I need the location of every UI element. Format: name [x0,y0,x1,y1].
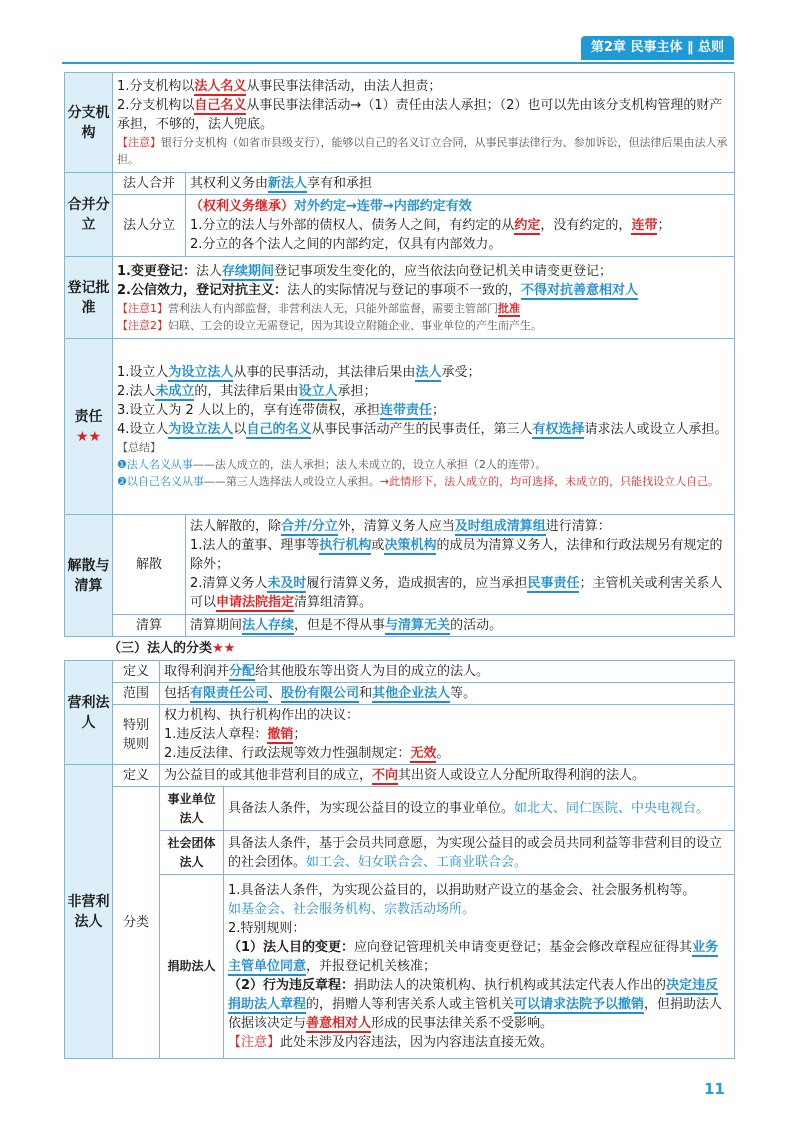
side-label: 登记批准 [65,257,113,339]
row-donation [65,875,735,1059]
row-dissolve [65,515,735,615]
page-number: 11 [704,1080,725,1098]
row-liquidation [65,615,735,637]
cell-content: 法人解散的，除合并/分立外，清算义务人应当及时组成清算组进行清算： 1.法人的董事、理事等执行机构或决策机构的成员为清算义务人，法律和行政法规另有规定的除外； 2.清算义务人未及时履行清算义务，造成损害的，应当承担民事责任；主管机关或利害关系人可以申请法院指定清算组清算。 [186,515,735,615]
row-merge [65,173,735,195]
sub-label: 定义 [113,661,160,683]
cell-content: 清算期间法人存续，但是不得从事与清算无关的活动。 [186,615,735,637]
sub-label: 范围 [113,683,160,705]
cell-content: 具备法人条件，基于会员共同意愿，为实现公益目的或会员共同利益等非营利目的设立的社会团体。如工会、妇女联合会、工商业联合会。 [224,831,735,875]
cell-content: 包括有限责任公司、股份有限公司和其他企业法人等。 [160,683,735,705]
cell-content: 为公益目的或其他非营利目的成立，不向其出资人或设立人分配所取得利润的法人。 [160,765,735,787]
side-label: 非营利法人 [65,765,113,1059]
sub-label: 事业单位法人 [160,787,224,831]
side-label: 营利法人 [65,661,113,765]
cell-content: （权利义务继承）对外约定→连带→内部约定有效 1.分立的法人与外部的债权人、债务人之间，有约定的从约定，没有约定的，连带； 2.分立的各个法人之间的内部约定，仅具有内部效力。 [186,195,735,257]
cell-content: 其权利义务由新法人享有和承担 [186,173,735,195]
sub-label: 清算 [113,615,186,637]
row-split [65,195,735,257]
sub-label: 法人合并 [113,173,186,195]
side-label: 合并分立 [65,173,113,257]
sub-label: 法人分立 [113,195,186,257]
page-header [0,36,800,64]
cell-content: 具备法人条件，为实现公益目的设立的事业单位。如北大、同仁医院、中央电视台。 [224,787,735,831]
row-social [65,831,735,875]
cell-content: 取得利润并分配给其他股东等出资人为目的成立的法人。 [160,661,735,683]
sub-label: 分类 [113,787,160,1059]
sub-label: 捐助法人 [160,875,224,1059]
row-institution [65,787,735,831]
side-label: 分支机构 [65,73,113,173]
side-label: 责任 ★★ [65,339,113,515]
cell-content: 1.设立人为设立法人从事的民事活动，其法律后果由法人承受； 2.法人未成立的，其法律后果由设立人承担； 3.设立人为 2 人以上的，享有连带债权，承担连带责任； 4.设立人为设立法人以自己的名义从事民事活动产生的民事责任，第三人有权选择请求法人或设立人承担。 【总结】 ❶法人名义从事——法人成立的，法人承担；法人未成立的，设立人承担（2人的连带）。 ❷以自己名义从事——第三人选择法人或设立人承担。→此情形下，法人成立的，均可选择，未成立的，只能找设立人自己。 [113,339,735,515]
section-title: （三）法人的分类★★ [108,641,236,656]
row-profit-rules [65,705,735,765]
row-profit-scope [65,683,735,705]
chapter-tab: 第2章 民事主体 ‖ 总则 [581,36,734,60]
cell-content: 1.具备法人条件，为实现公益目的，以捐助财产设立的基金会、社会服务机构等。 如基金会、社会服务机构、宗教活动场所。 2.特别规则： （1）法人目的变更：应向登记管理机关申请变更登记；基金会修改章程应征得其业务主管单位同意，并报登记机关核准； （2）行为违反章程：捐助法人的决策机构、执行机构或其法定代表人作出的决定违反捐助法人章程的，捐赠人等利害关系人或主管机关可以请求法院予以撤销，但捐助法人依据该决定与善意相对人形成的民事法律关系不受影响。 【注意】此处未涉及内容违法，因为内容违法直接无效。 [224,875,735,1059]
entity-rules-table [64,72,735,637]
cell-content: 1.变更登记：法人存续期间登记事项发生变化的，应当依法向登记机关申请变更登记； 2.公信效力，登记对抗主义：法人的实际情况与登记的事项不一致的，不得对抗善意相对人 【注意1】营利法人有内部监督，非营利法人无，只能外部监督，需要主管部门批准 【注意2】妇联、工会的设立无需登记，因为其设立附随企业、事业单位的产生而产生。 [113,257,735,339]
row-profit-def [65,661,735,683]
row-register [65,257,735,339]
sub-label: 定义 [113,765,160,787]
sub-label: 解散 [113,515,186,615]
cell-content: 1.分支机构以法人名义从事民事法律活动，由法人担责； 2.分支机构以自己名义从事民事法律活动→（1）责任由法人承担；（2）也可以先由该分支机构管理的财产承担，不够的，法人兜底。 【注意】银行分支机构（如省市县级支行），能够以自己的名义订立合同，从事民事法律行为、参加诉讼，但法律后果由法人承担。 [113,73,735,173]
row-nonprofit-def [65,765,735,787]
sub-label: 特别规则 [113,705,160,765]
row-branch [65,73,735,173]
classification-table [64,660,735,1059]
side-label: 解散与清算 [65,515,113,637]
row-liability [65,339,735,515]
cell-content: 权力机构、执行机构作出的决议： 1.违反法人章程：撤销； 2.违反法律、行政法规等效力性强制规定：无效。 [160,705,735,765]
sub-label: 社会团体法人 [160,831,224,875]
header-rule [62,62,734,64]
